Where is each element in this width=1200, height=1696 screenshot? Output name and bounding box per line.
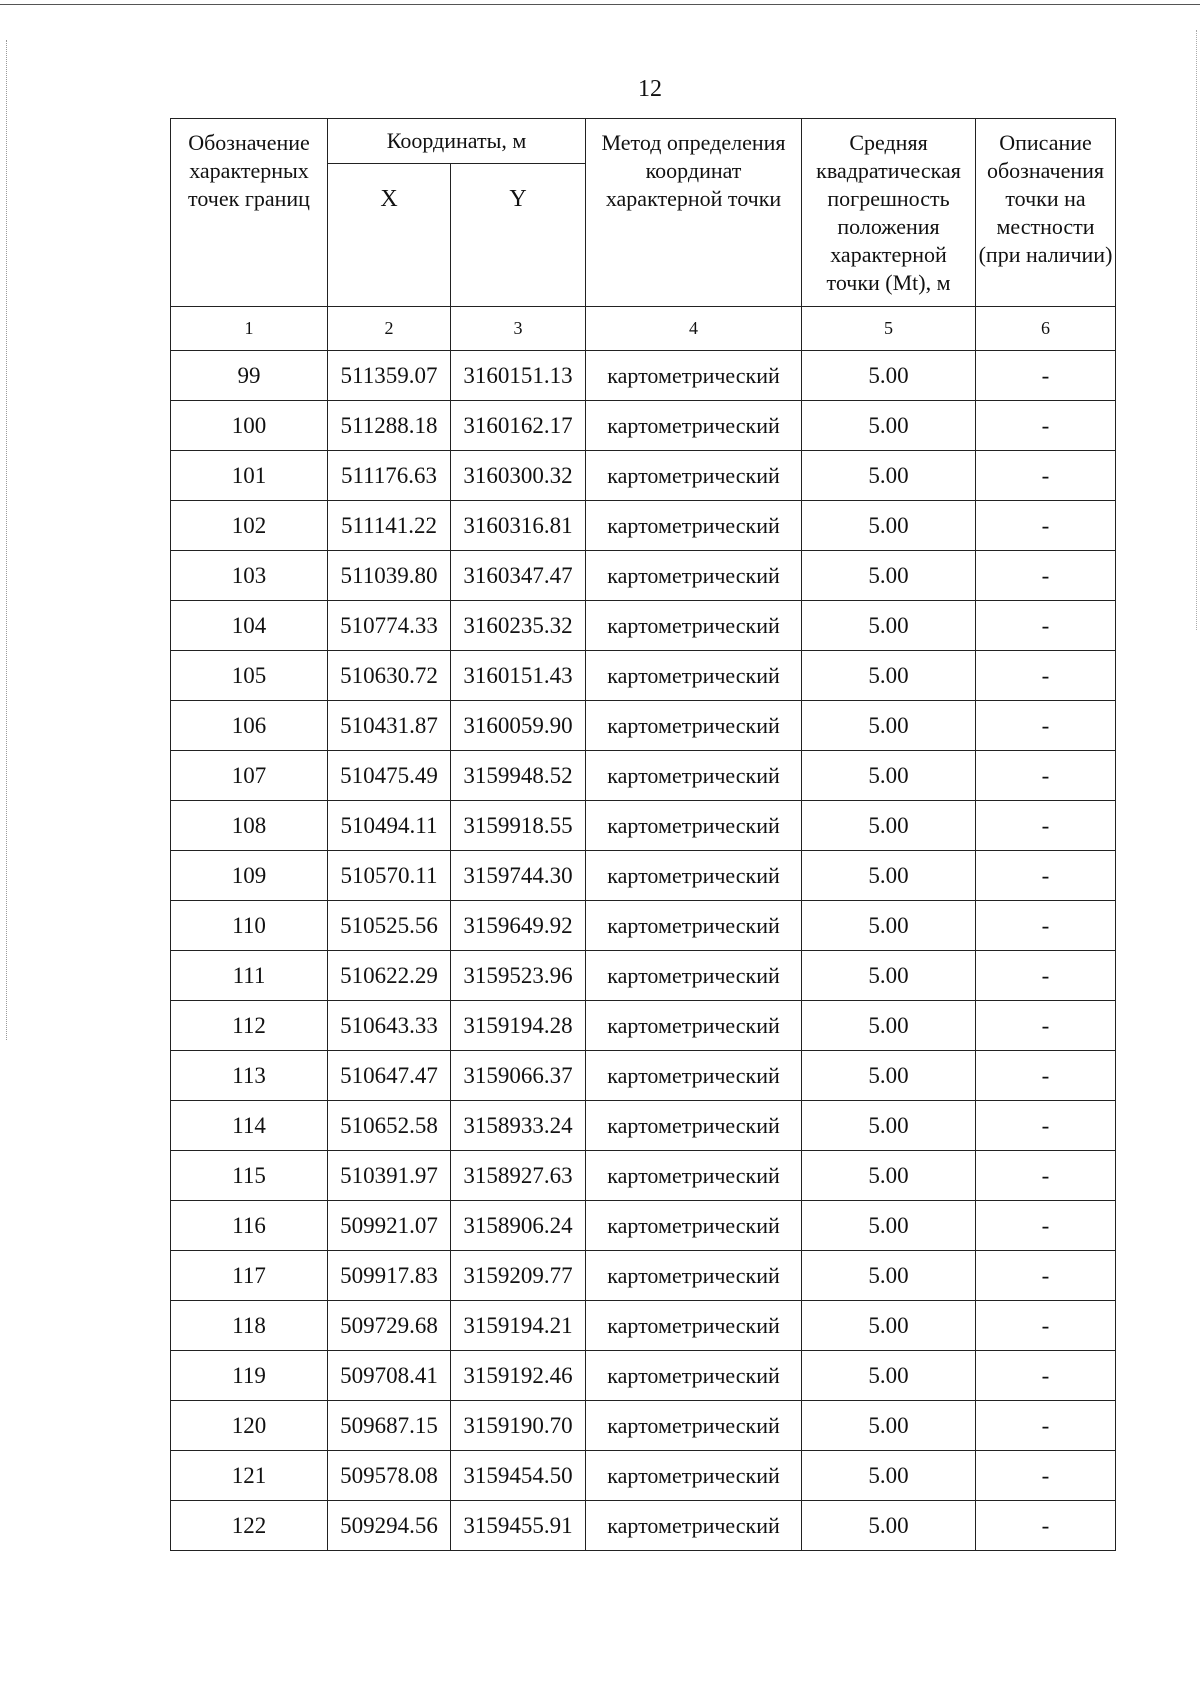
- table-row: [171, 651, 1116, 701]
- cell-point: 110: [171, 901, 328, 951]
- cell-error: 5.00: [802, 1451, 976, 1501]
- cell-y: 3159948.52: [451, 751, 586, 801]
- cell-x: 509294.56: [328, 1501, 451, 1551]
- table-row: [171, 701, 1116, 751]
- cell-y: 3159523.96: [451, 951, 586, 1001]
- cell-point: 107: [171, 751, 328, 801]
- cell-x: 509917.83: [328, 1251, 451, 1301]
- table-row: [171, 1401, 1116, 1451]
- table-row: [171, 501, 1116, 551]
- cell-method: картометрический: [586, 951, 802, 1001]
- scan-margin-marks-left: [6, 40, 9, 1040]
- cell-error: 5.00: [802, 751, 976, 801]
- cell-method: картометрический: [586, 1301, 802, 1351]
- cell-x: 510391.97: [328, 1151, 451, 1201]
- cell-y: 3159190.70: [451, 1401, 586, 1451]
- cell-point: 108: [171, 801, 328, 851]
- table-row: [171, 1151, 1116, 1201]
- cell-x: 509921.07: [328, 1201, 451, 1251]
- cell-point: 115: [171, 1151, 328, 1201]
- column-number: 4: [586, 307, 802, 351]
- cell-x: 510475.49: [328, 751, 451, 801]
- cell-x: 511176.63: [328, 451, 451, 501]
- cell-description: -: [976, 1051, 1116, 1101]
- cell-y: 3159209.77: [451, 1251, 586, 1301]
- cell-method: картометрический: [586, 751, 802, 801]
- cell-description: -: [976, 1151, 1116, 1201]
- cell-method: картометрический: [586, 801, 802, 851]
- cell-point: 122: [171, 1501, 328, 1551]
- cell-y: 3158906.24: [451, 1201, 586, 1251]
- cell-method: картометрический: [586, 651, 802, 701]
- table-row: [171, 1251, 1116, 1301]
- cell-description: -: [976, 601, 1116, 651]
- header-point-description: Описание обозначения точки на местности (при наличии): [976, 119, 1116, 307]
- cell-method: картометрический: [586, 601, 802, 651]
- cell-x: 510431.87: [328, 701, 451, 751]
- cell-x: 511039.80: [328, 551, 451, 601]
- cell-method: картометрический: [586, 551, 802, 601]
- cell-error: 5.00: [802, 1201, 976, 1251]
- header-x: X: [328, 164, 451, 307]
- table-row: [171, 1101, 1116, 1151]
- cell-y: 3160151.13: [451, 351, 586, 401]
- cell-error: 5.00: [802, 501, 976, 551]
- column-numbers-row: [171, 307, 1116, 351]
- cell-description: -: [976, 501, 1116, 551]
- cell-method: картометрический: [586, 1051, 802, 1101]
- cell-x: 510643.33: [328, 1001, 451, 1051]
- scan-edge-line: [0, 4, 1200, 5]
- header-method: Метод определения координат характерной точки: [586, 119, 802, 307]
- table-row: [171, 1351, 1116, 1401]
- cell-x: 510652.58: [328, 1101, 451, 1151]
- cell-y: 3160316.81: [451, 501, 586, 551]
- cell-error: 5.00: [802, 601, 976, 651]
- cell-method: картометрический: [586, 1351, 802, 1401]
- cell-y: 3158933.24: [451, 1101, 586, 1151]
- cell-y: 3159066.37: [451, 1051, 586, 1101]
- cell-y: 3160347.47: [451, 551, 586, 601]
- cell-method: картометрический: [586, 1451, 802, 1501]
- cell-y: 3159454.50: [451, 1451, 586, 1501]
- cell-method: картометрический: [586, 351, 802, 401]
- table-row: [171, 1051, 1116, 1101]
- cell-error: 5.00: [802, 1401, 976, 1451]
- cell-point: 120: [171, 1401, 328, 1451]
- cell-error: 5.00: [802, 1301, 976, 1351]
- cell-error: 5.00: [802, 851, 976, 901]
- header-coordinates: Координаты, м: [328, 119, 586, 164]
- cell-description: -: [976, 1351, 1116, 1401]
- cell-description: -: [976, 401, 1116, 451]
- cell-description: -: [976, 1251, 1116, 1301]
- cell-x: 510494.11: [328, 801, 451, 851]
- table-row: [171, 751, 1116, 801]
- table-row: [171, 551, 1116, 601]
- column-number: 2: [328, 307, 451, 351]
- cell-x: 509708.41: [328, 1351, 451, 1401]
- cell-x: 511288.18: [328, 401, 451, 451]
- cell-description: -: [976, 451, 1116, 501]
- cell-description: -: [976, 551, 1116, 601]
- cell-method: картометрический: [586, 851, 802, 901]
- cell-description: -: [976, 1451, 1116, 1501]
- cell-x: 510630.72: [328, 651, 451, 701]
- cell-y: 3159744.30: [451, 851, 586, 901]
- table-row: [171, 951, 1116, 1001]
- cell-x: 511359.07: [328, 351, 451, 401]
- cell-point: 113: [171, 1051, 328, 1101]
- cell-error: 5.00: [802, 401, 976, 451]
- column-number: 1: [171, 307, 328, 351]
- cell-error: 5.00: [802, 351, 976, 401]
- cell-error: 5.00: [802, 901, 976, 951]
- table-row: [171, 351, 1116, 401]
- table-row: [171, 1451, 1116, 1501]
- table-row: [171, 801, 1116, 851]
- cell-point: 118: [171, 1301, 328, 1351]
- cell-description: -: [976, 701, 1116, 751]
- cell-y: 3159192.46: [451, 1351, 586, 1401]
- cell-point: 106: [171, 701, 328, 751]
- cell-error: 5.00: [802, 551, 976, 601]
- boundary-points-table: [170, 118, 1116, 1551]
- cell-error: 5.00: [802, 701, 976, 751]
- cell-y: 3159918.55: [451, 801, 586, 851]
- cell-description: -: [976, 951, 1116, 1001]
- cell-description: -: [976, 1501, 1116, 1551]
- cell-method: картометрический: [586, 1251, 802, 1301]
- table-row: [171, 1001, 1116, 1051]
- cell-error: 5.00: [802, 1501, 976, 1551]
- cell-point: 111: [171, 951, 328, 1001]
- cell-point: 101: [171, 451, 328, 501]
- cell-x: 509729.68: [328, 1301, 451, 1351]
- cell-description: -: [976, 751, 1116, 801]
- cell-y: 3160162.17: [451, 401, 586, 451]
- cell-x: 510647.47: [328, 1051, 451, 1101]
- cell-point: 109: [171, 851, 328, 901]
- table-row: [171, 451, 1116, 501]
- cell-description: -: [976, 651, 1116, 701]
- cell-x: 511141.22: [328, 501, 451, 551]
- cell-description: -: [976, 1301, 1116, 1351]
- cell-description: -: [976, 1001, 1116, 1051]
- header-mean-square-error: Средняя квадратическая погрешность положения характерной точки (Mt), м: [802, 119, 976, 307]
- cell-method: картометрический: [586, 1401, 802, 1451]
- cell-method: картометрический: [586, 401, 802, 451]
- cell-point: 116: [171, 1201, 328, 1251]
- column-number: 6: [976, 307, 1116, 351]
- cell-error: 5.00: [802, 951, 976, 1001]
- cell-y: 3159455.91: [451, 1501, 586, 1551]
- cell-description: -: [976, 851, 1116, 901]
- cell-method: картометрический: [586, 1001, 802, 1051]
- table-row: [171, 1501, 1116, 1551]
- cell-method: картометрический: [586, 901, 802, 951]
- cell-method: картометрический: [586, 501, 802, 551]
- table-row: [171, 851, 1116, 901]
- cell-point: 99: [171, 351, 328, 401]
- cell-description: -: [976, 901, 1116, 951]
- cell-error: 5.00: [802, 1151, 976, 1201]
- cell-point: 114: [171, 1101, 328, 1151]
- cell-y: 3160059.90: [451, 701, 586, 751]
- table-row: [171, 1301, 1116, 1351]
- table-row: [171, 601, 1116, 651]
- cell-y: 3160235.32: [451, 601, 586, 651]
- cell-x: 510525.56: [328, 901, 451, 951]
- cell-description: -: [976, 351, 1116, 401]
- scan-margin-marks-right: [1196, 30, 1199, 630]
- cell-point: 112: [171, 1001, 328, 1051]
- cell-point: 104: [171, 601, 328, 651]
- cell-method: картометрический: [586, 1151, 802, 1201]
- header-y: Y: [451, 164, 586, 307]
- cell-y: 3158927.63: [451, 1151, 586, 1201]
- cell-error: 5.00: [802, 1251, 976, 1301]
- cell-description: -: [976, 801, 1116, 851]
- header-point-designation: Обозначение характерных точек границ: [171, 119, 328, 307]
- cell-error: 5.00: [802, 1051, 976, 1101]
- cell-point: 102: [171, 501, 328, 551]
- cell-error: 5.00: [802, 651, 976, 701]
- table-row: [171, 1201, 1116, 1251]
- cell-error: 5.00: [802, 1101, 976, 1151]
- cell-description: -: [976, 1201, 1116, 1251]
- cell-y: 3160300.32: [451, 451, 586, 501]
- cell-description: -: [976, 1101, 1116, 1151]
- cell-error: 5.00: [802, 801, 976, 851]
- cell-error: 5.00: [802, 451, 976, 501]
- cell-point: 119: [171, 1351, 328, 1401]
- cell-method: картометрический: [586, 451, 802, 501]
- cell-error: 5.00: [802, 1001, 976, 1051]
- cell-error: 5.00: [802, 1351, 976, 1401]
- cell-point: 103: [171, 551, 328, 601]
- cell-method: картометрический: [586, 1201, 802, 1251]
- cell-point: 105: [171, 651, 328, 701]
- cell-y: 3160151.43: [451, 651, 586, 701]
- cell-y: 3159649.92: [451, 901, 586, 951]
- cell-x: 510570.11: [328, 851, 451, 901]
- table-row: [171, 401, 1116, 451]
- cell-point: 121: [171, 1451, 328, 1501]
- cell-method: картометрический: [586, 701, 802, 751]
- cell-method: картометрический: [586, 1501, 802, 1551]
- cell-point: 100: [171, 401, 328, 451]
- cell-x: 510774.33: [328, 601, 451, 651]
- column-number: 3: [451, 307, 586, 351]
- cell-method: картометрический: [586, 1101, 802, 1151]
- cell-description: -: [976, 1401, 1116, 1451]
- cell-point: 117: [171, 1251, 328, 1301]
- cell-x: 509687.15: [328, 1401, 451, 1451]
- column-number: 5: [802, 307, 976, 351]
- cell-y: 3159194.21: [451, 1301, 586, 1351]
- cell-y: 3159194.28: [451, 1001, 586, 1051]
- table-row: [171, 901, 1116, 951]
- cell-x: 510622.29: [328, 951, 451, 1001]
- cell-x: 509578.08: [328, 1451, 451, 1501]
- page-number: 12: [638, 76, 662, 102]
